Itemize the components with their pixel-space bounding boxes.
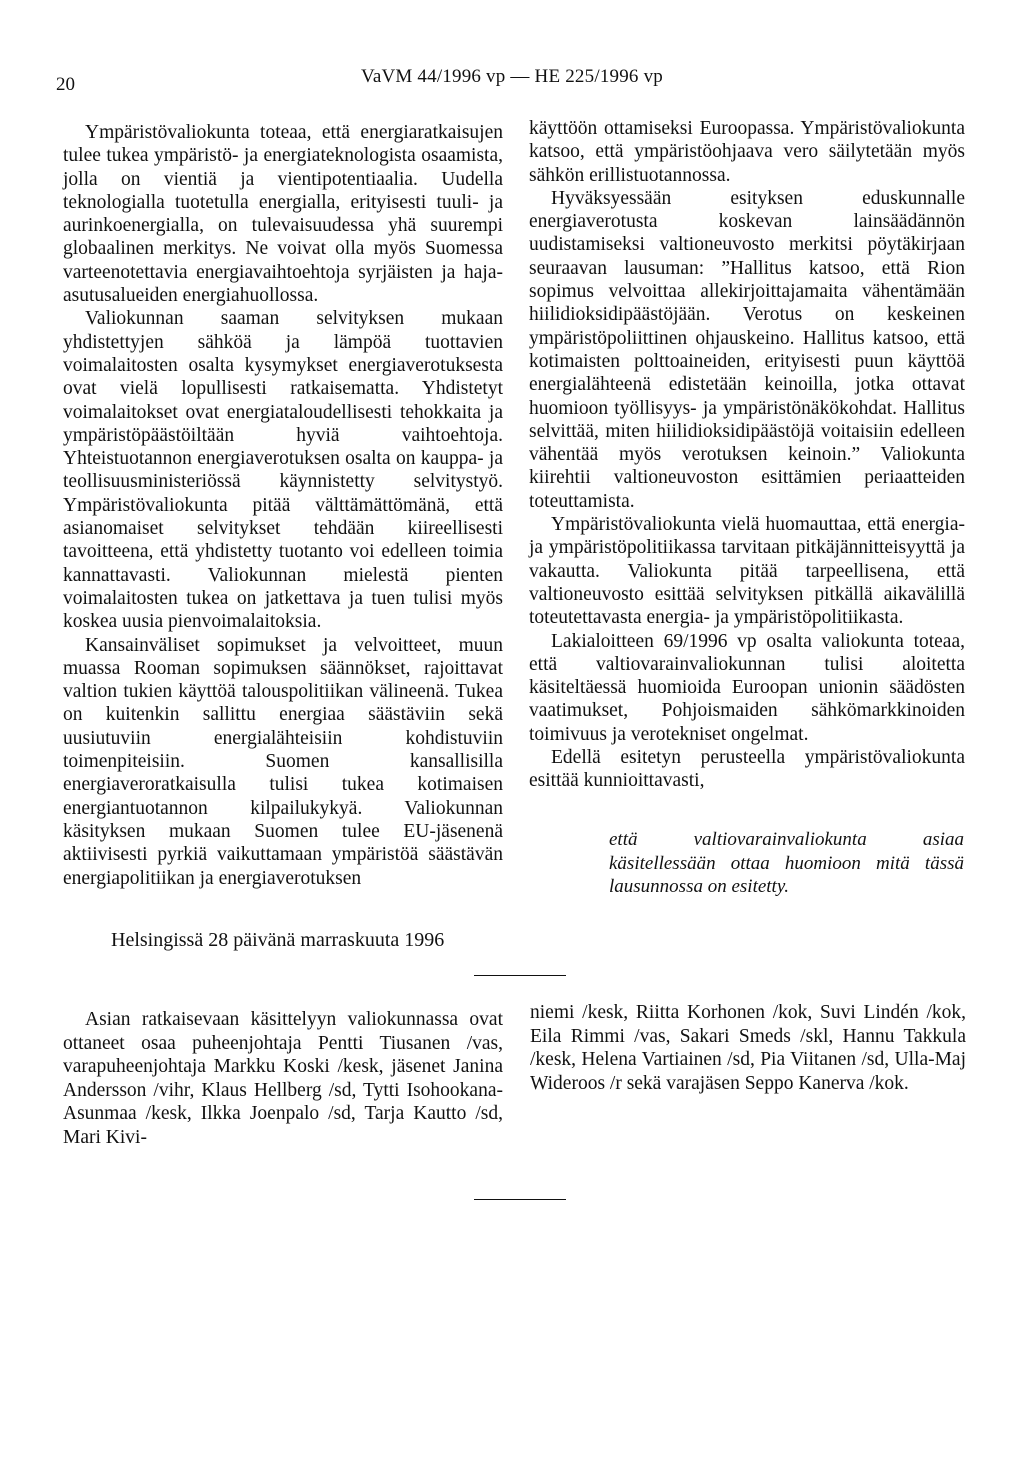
paragraph: Edellä esitetyn perusteella ympäristövaliokunta esittää kunnioittavasti, xyxy=(529,747,965,792)
paragraph: niemi /kesk, Riitta Korhonen /kok, Suvi Lindén /kok, Eila Rimmi /vas, Sakari Smeds /skl, Hannu Takkula /kesk, Helena Vartiainen /sd, Pia Viitanen /sd, Ulla-Maj Wideroos /r sekä varajäsen Seppo Kanerva /kok. xyxy=(530,1002,966,1094)
resolution-statement: että valtiovarainvaliokunta asiaa käsitellessään ottaa huomioon mitä tässä lausunnossa on esitetty. xyxy=(609,829,964,897)
paragraph: Lakialoitteen 69/1996 vp osalta valiokunta toteaa, että valtiovarainvaliokunnan tulisi aloitetta käsiteltäessä huomioida Euroopan unionin säädösten vaatimukset, Pohjoismaiden sähkömarkkinoiden toimivuus ja verotekniset ongelmat. xyxy=(529,630,965,745)
paragraph: Asian ratkaisevaan käsittelyyn valiokunnassa ovat ottaneet osaa puheenjohtaja Pentti Tiusanen /vas, varapuheenjohtaja Markku Koski /kesk, jäsenet Janina Andersson /vihr, Klaus Hellberg /sd, Tytti Isohookana-Asunmaa /kesk, Ilkka Joenpalo /sd, Tarja Kautto /sd, Mari Kivi- xyxy=(63,1009,503,1148)
paragraph: Ympäristövaliokunta toteaa, että energiaratkaisujen tulee tukea ympäristö- ja energiateknologista osaamista, jolla on vientiä ja vientipotentiaalia. Uudella teknologialla tuotetulla energialla, erityisesti tuuli- ja aurinkoenergialla, on tulevaisuudessa yhä suurempi globaalinen merkitys. Ne voivat olla myös Suomessa varteenotettavia energiavaihtoehtoja syrjäisten ja haja-asutusalueiden energiahuollossa. xyxy=(63,122,503,307)
members-right xyxy=(530,1001,966,1095)
paragraph: Kansainväliset sopimukset ja velvoitteet, muun muassa Rooman sopimuksen säännökset, rajoittavat valtion tukien käyttöä talouspolitiikan välineenä. Tukea on kuitenkin sallittu energiaa säästäviin sekä uusiutuviin energialähteisiin kohdistuviin toimenpiteisiin. Suomen kansallisilla energiaveroratkaisulla tulisi tukea kotimaisen energiantuotannon kilpailukykyä. Valiokunnan käsityksen mukaan Suomen tulee EU-jäsenenä aktiivisesti pyrkiä vaikuttamaan ympäristöä säästävän energiapolitiikan ja energiaverotuksen xyxy=(63,634,503,889)
members-left xyxy=(63,1008,503,1149)
divider xyxy=(474,975,566,976)
right-column xyxy=(529,117,965,793)
left-column xyxy=(63,121,503,890)
running-head: VaVM 44/1996 vp — HE 225/1996 vp xyxy=(361,66,663,87)
paragraph: Valiokunnan saaman selvityksen mukaan yhdistettyjen sähköä ja lämpöä tuottavien voimalaitosten osalta kysymykset energiaverotuksesta ovat vielä lopullisesti ratkaisematta. Yhdistetyt voimalaitokset ovat energiataloudellisesti tehokkaita ja ympäristöpäästöiltään hyviä vaihtoehtoja. Yhteistuotannon energiaverotuksen osalta on kauppa- ja teollisuusministeriössä käynnistetty selvitystyö. Ympäristövaliokunta pitää välttämättömänä, että asianomaiset selvitykset tehdään kiireellisesti tavoitteena, että yhdistetty tuotanto voi edelleen toimia kannattavasti. Valiokunnan mielestä pienten voimalaitosten tukea on jatkettava ja tuen tulisi myös koskea uusia pienvoimalaitoksia. xyxy=(63,308,503,633)
divider xyxy=(474,1199,566,1200)
paragraph: käyttöön ottamiseksi Euroopassa. Ympäristövaliokunta katsoo, että ympäristöohjaava vero säilytetään myös sähkön erillistuotannossa. xyxy=(529,118,965,186)
paragraph: Hyväksyessään esityksen eduskunnalle energiaverotusta koskevan lainsäädännön uudistamiseksi valtioneuvosto merkitsi pöytäkirjaan seuraavan lausuman: ”Hallitus katsoo, että Rion sopimus velvoittaa allekirjoittajamaita vähentämään hiilidioksidipäästöjään. Verotus on keskeinen ympäristöpoliittinen ohjauskeino. Hallitus katsoo, että kotimaisten polttoaineiden, erityisesti puun käyttöä energialähteenä edistetään keinoilla, jotka ottavat huomioon työllisyys- ja ympäristönäkökohdat. Hallitus selvittää, miten hiilidioksidipäästöjä voitaisiin edelleen vähentää myös verotuksen keinoin.” Valiokunta kiirehtii valtioneuvoston esittämien periaatteiden toteuttamista. xyxy=(529,187,965,512)
paragraph: Ympäristövaliokunta vielä huomauttaa, että energia- ja ympäristöpolitiikassa tarvitaan pitkäjännitteisyyttä ja vakautta. Valiokunta pitää tarpeellisena, että valtioneuvosto esittää selvityksen pitkällä aikavälillä toteutettavasta energia- ja ympäristöpolitiikasta. xyxy=(529,514,965,629)
place-date: Helsingissä 28 päivänä marraskuuta 1996 xyxy=(111,929,445,951)
page-number: 20 xyxy=(56,74,75,95)
